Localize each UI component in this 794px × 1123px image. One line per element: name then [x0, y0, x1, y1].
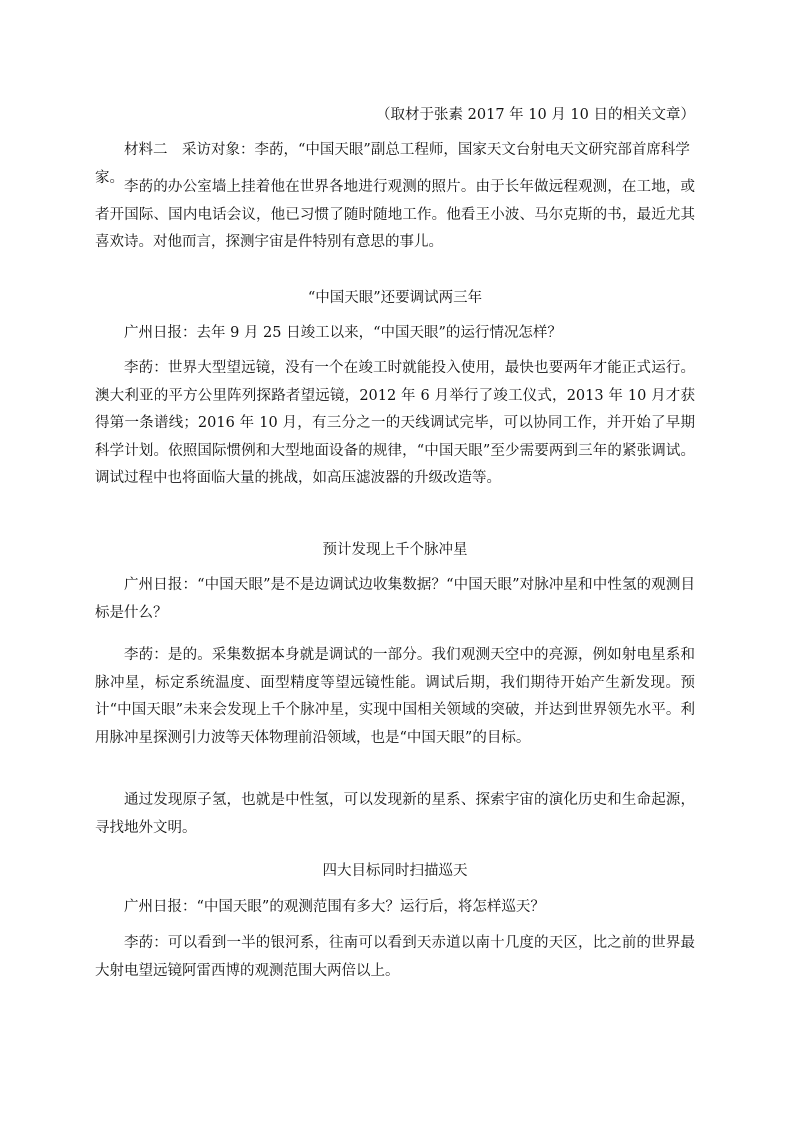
material-two-header: 材料二 采访对象：李菂，“中国天眼”副总工程师，国家天文台射电天文研究部首席科学家。: [95, 142, 690, 186]
section-heading: 预计发现上千个脉冲星: [322, 542, 468, 558]
interview-answer: 李菂：是的。采集数据本身就是调试的一部分。我们观测天空中的亮源，例如射电星系和脉冲星，标定系统温度、面型精度等望远镜性能。调试后期，我们期待开始产生新发现。预计“中国天眼”未来会发现上千个脉冲星，实现中国相关领域的突破，并达到世界领先水平。利用脉冲星探测引力波等天体物理前沿领域，也是“中国天眼”的目标。: [95, 647, 695, 746]
intro-paragraph: 李菂的办公室墙上挂着他在世界各地进行观测的照片。由于长年做远程观测，在工地，或者开国际、国内电话会议，他已习惯了随时随地工作。他看王小波、马尔克斯的书，最近尤其喜欢诗。对他而言，探测宇宙是件特别有意思的事儿。: [95, 179, 695, 250]
interview-question: 广州日报：“中国天眼”的观测范围有多大？运行后，将怎样巡天？: [124, 899, 545, 915]
answer-continuation: 通过发现原子氢，也就是中性氢，可以发现新的星系、探索宇宙的演化历史和生命起源，寻找地外文明。: [95, 792, 695, 836]
interview-answer: 李菂：可以看到一半的银河系，往南可以看到天赤道以南十几度的天区，比之前的世界最大射电望远镜阿雷西博的观测范围大两倍以上。: [95, 935, 695, 979]
interview-question: 广州日报：“中国天眼”是不是边调试边收集数据？“中国天眼”对脉冲星和中性氢的观测目标是什么？: [95, 577, 695, 621]
interview-answer: 李菂：世界大型望远镜，没有一个在竣工时就能投入使用，最快也要两年才能正式运行。澳大利亚的平方公里阵列探路者望远镜，2012 年 6 月举行了竣工仪式，2013 年 10 月才获得第一条谱线；2016 年 10 月，有三分之一的天线调试完毕，可以协同工作，并开始了早期科学计划。依照国际惯例和大型地面设备的规律，“中国天眼”至少需要两到三年的紧张调试。调试过程中也将面临大量的挑战，如高压滤波器的升级改造等。: [95, 360, 695, 486]
section-heading: “中国天眼”还要调试两三年: [307, 290, 483, 306]
section-heading: 四大目标同时扫描巡天: [322, 863, 468, 879]
interview-question: 广州日报：去年 9 月 25 日竣工以来，“中国天眼”的运行情况怎样？: [124, 325, 562, 341]
source-citation: （取材于张素 2017 年 10 月 10 日的相关文章）: [376, 107, 695, 123]
